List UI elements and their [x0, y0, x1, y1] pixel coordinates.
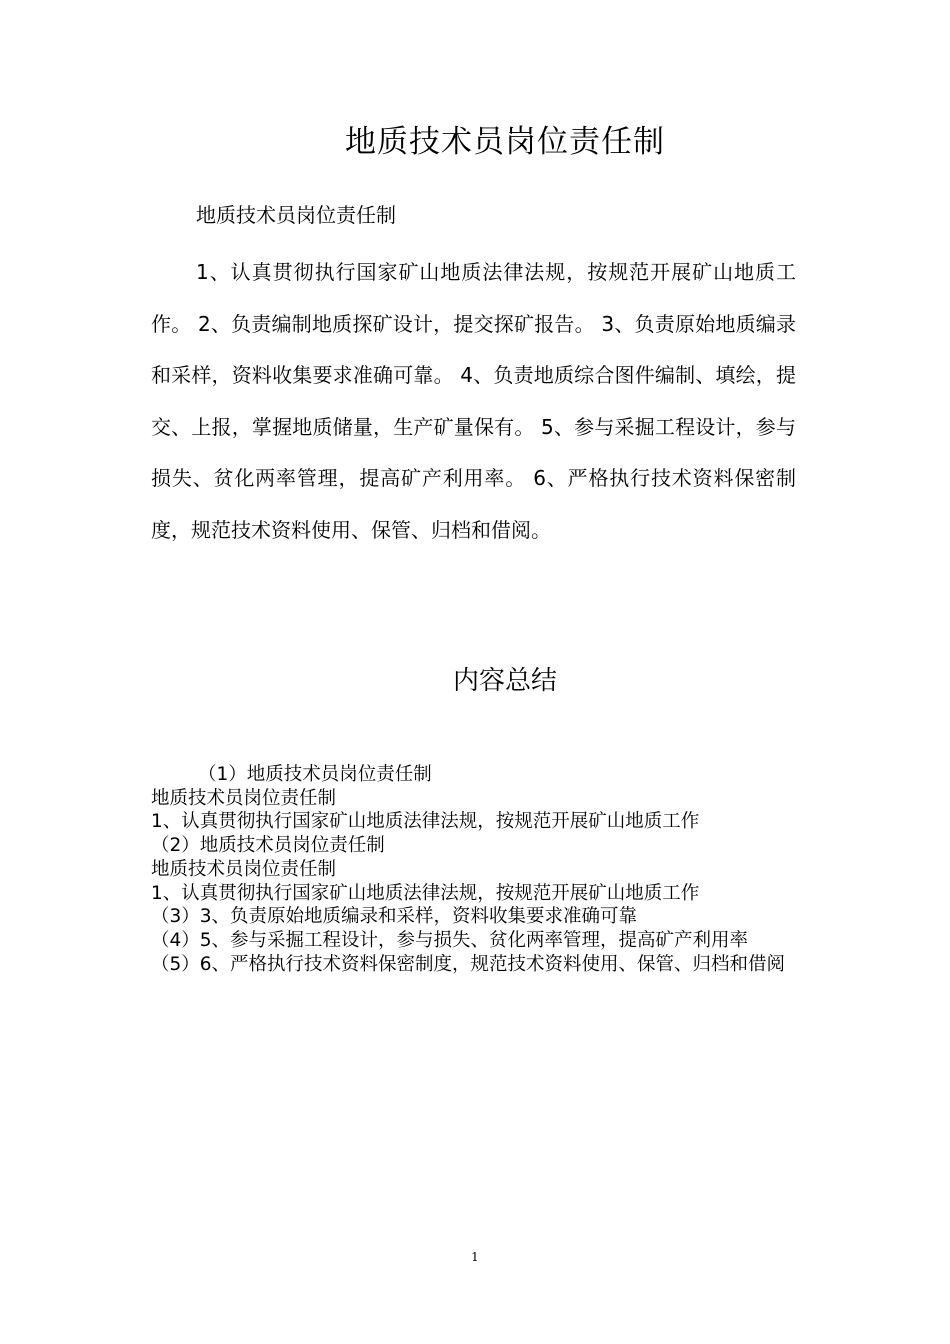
- summary-heading: 内容总结: [452, 666, 557, 696]
- summary-line: （2）地质技术员岗位责任制: [151, 835, 385, 857]
- body-paragraph: 1、认真贯彻执行国家矿山地质法律法规，按规范开展矿山地质工作。 2、负责编制地质探矿设计，提交探矿报告。 3、负责原始地质编录和采样，资料收集要求准确可靠。 4、负责地质综合图件编制、填绘，提交、上报，掌握地质储量，生产矿量保有。 5、参与采掘工程设计，参与损失、贫化两率管理，提高矿产利用率。 6、严格执行技术资料保密制度，规范技术资料使用、保管、归档和借阅。: [151, 260, 796, 542]
- page-number: 1: [471, 1250, 479, 1264]
- summary-line: 1、认真贯彻执行国家矿山地质法律法规，按规范开展矿山地质工作: [151, 811, 700, 833]
- summary-line: （5）6、严格执行技术资料保密制度，规范技术资料使用、保管、归档和借阅: [151, 953, 786, 975]
- document-subtitle: 地质技术员岗位责任制: [196, 203, 396, 227]
- summary-line: （3）3、负责原始地质编录和采样，资料收集要求准确可靠: [151, 906, 638, 928]
- summary-line: 地质技术员岗位责任制: [151, 787, 337, 809]
- summary-block: [151, 763, 799, 976]
- summary-line: （4）5、参与采掘工程设计，参与损失、贫化两率管理，提高矿产利用率: [151, 929, 749, 951]
- summary-line: 地质技术员岗位责任制: [151, 858, 337, 880]
- document-title: 地质技术员岗位责任制: [345, 124, 665, 160]
- summary-line: （1）地质技术员岗位责任制: [198, 764, 432, 785]
- summary-line: 1、认真贯彻执行国家矿山地质法律法规，按规范开展矿山地质工作: [151, 882, 700, 904]
